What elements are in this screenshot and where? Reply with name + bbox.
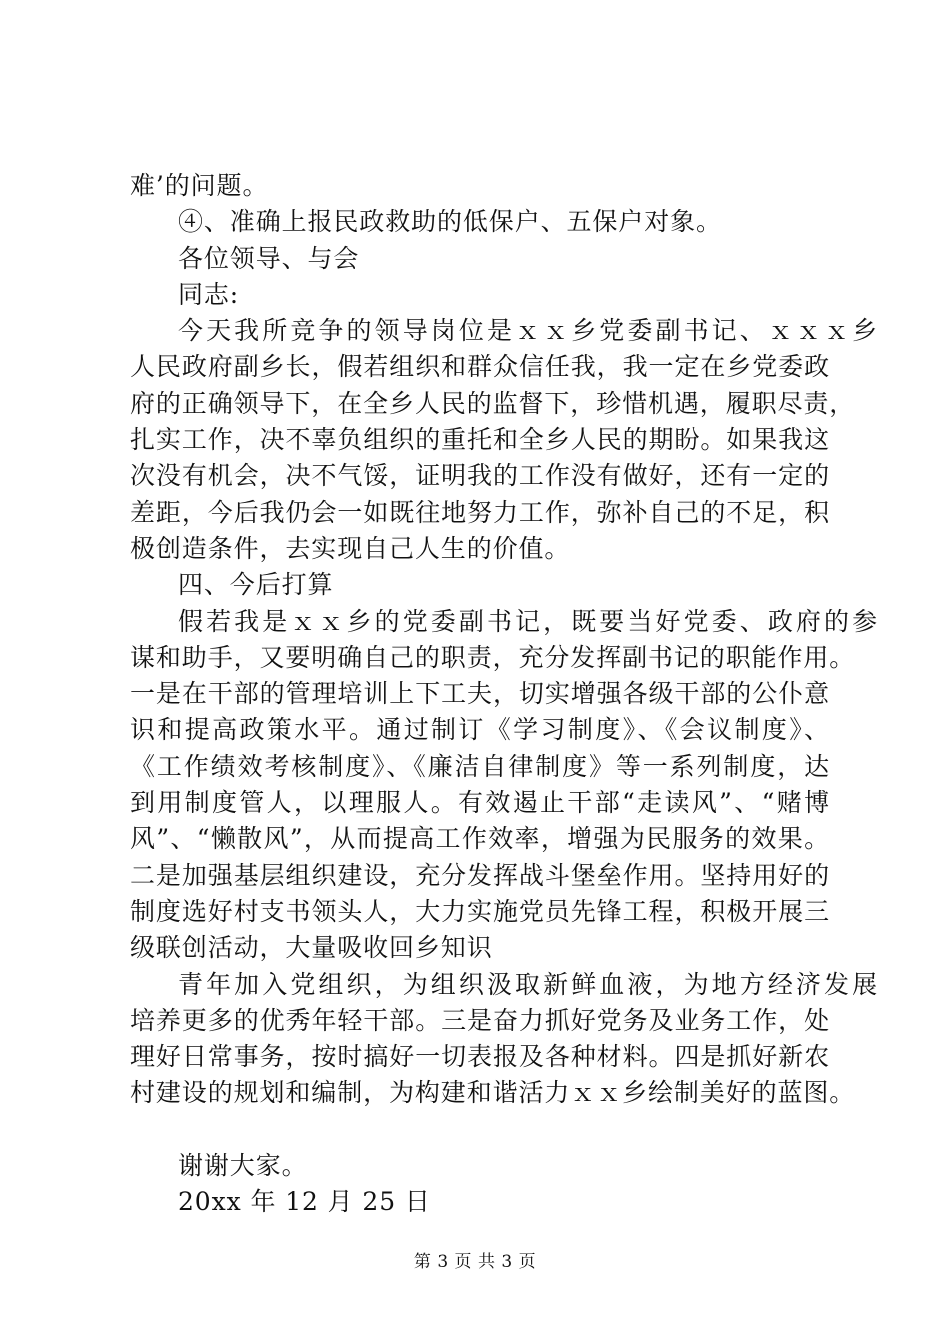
- text-line: 二是加强基层组织建设，充分发挥战斗堡垒作用。坚持用好的: [130, 860, 830, 890]
- text-line: 青年加入党组织，为组织汲取新鲜血液，为地方经济发展: [178, 969, 878, 999]
- text-line: 识和提高政策水平。通过制订《学习制度》、《会议制度》、: [130, 715, 830, 745]
- text-line: 《工作绩效考核制度》、《廉洁自律制度》等一系列制度，达: [130, 751, 830, 781]
- text-line: 村建设的规划和编制，为构建和谐活力ｘｘ乡绘制美好的蓝图。: [130, 1078, 856, 1108]
- blank-line: [130, 1112, 830, 1148]
- text-line: 差距，今后我仍会一如既往地努力工作，弥补自己的不足，积: [130, 497, 830, 527]
- text-line: 一是在干部的管理培训上下工夫，切实增强各级干部的公仆意: [130, 679, 830, 709]
- document-body: [130, 168, 878, 1220]
- text-line: 理好日常事务，按时搞好一切表报及各种材料。四是抓好新农: [130, 1042, 830, 1072]
- text-line: 同志:: [178, 279, 240, 309]
- text-line: 府的正确领导下，在全乡人民的监督下，珍惜机遇，履职尽责，: [130, 388, 856, 418]
- text-line: 谋和助手，又要明确自己的职责，充分发挥副书记的职能作用。: [130, 642, 856, 672]
- text-line: 今天我所竞争的领导岗位是ｘｘ乡党委副书记、ｘｘｘ乡: [178, 316, 878, 346]
- date-line: 20xx 年 12 月 25 日: [178, 1187, 431, 1217]
- text-line: 风”、“懒散风”，从而提高工作效率，增强为民服务的效果。: [130, 824, 830, 854]
- text-line: 各位领导、与会: [178, 243, 360, 273]
- text-line: 假若我是ｘｘ乡的党委副书记，既要当好党委、政府的参: [178, 606, 878, 636]
- text-line: 培养更多的优秀年轻干部。三是奋力抓好党务及业务工作，处: [130, 1005, 830, 1035]
- section-heading: 四、今后打算: [178, 570, 334, 600]
- text-line: 到用制度管人，以理服人。有效遏止干部“走读风”、“赌博: [130, 788, 830, 818]
- text-line: 难’的问题。: [130, 171, 269, 200]
- text-line: 制度选好村支书领头人，大力实施党员先锋工程，积极开展三: [130, 896, 830, 926]
- text-line: ④、准确上报民政救助的低保户、五保户对象。: [178, 207, 722, 237]
- closing-line: 谢谢大家。: [178, 1150, 308, 1180]
- text-line: 人民政府副乡长，假若组织和群众信任我，我一定在乡党委政: [130, 352, 830, 382]
- text-line: 扎实工作，决不辜负组织的重托和全乡人民的期盼。如果我这: [130, 425, 830, 455]
- text-line: 次没有机会，决不气馁，证明我的工作没有做好，还有一定的: [130, 461, 830, 491]
- text-line: 极创造条件，去实现自己人生的价值。: [130, 533, 571, 563]
- text-line: 级联创活动，大量吸收回乡知识: [130, 933, 493, 963]
- page-number-footer: 第 3 页 共 3 页: [413, 1252, 537, 1272]
